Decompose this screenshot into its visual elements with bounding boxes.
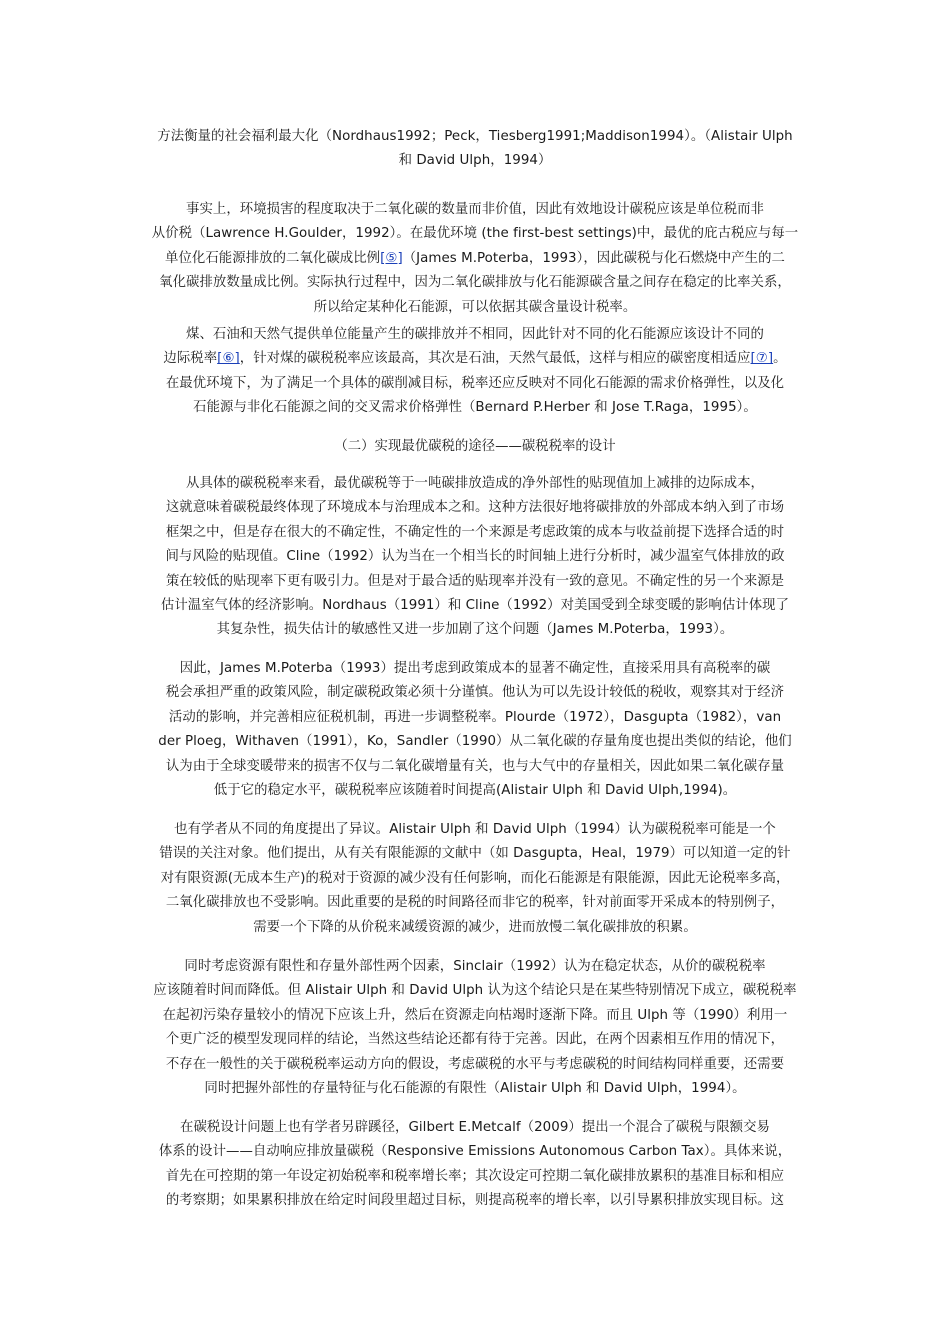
text-segment: 单位化石能源排放的二氧化碳成比例 xyxy=(165,250,381,266)
text-segment: 体系的设计——自动响应排放量碳税（Responsive Emissions Autonomous Carbon Tax）。具体来说， xyxy=(158,1144,792,1160)
text-segment: 方法衡量的社会福利最大化（Nordhaus1992；Peck，Tiesberg1991;Maddison1994）。（Alistair Ulph xyxy=(157,129,793,144)
text-segment: der Ploeg，Withaven（1991），Ko，Sandler（1990）从二氧化碳的存量角度也提出类似的结论，他们 xyxy=(158,734,792,750)
text-line xyxy=(140,496,810,520)
text-line xyxy=(140,198,810,222)
text-line xyxy=(140,955,810,979)
text-segment: 策在较低的贴现率下更有吸引力。但是对于最合适的贴现率并没有一致的意见。不确定性的另一个来源是 xyxy=(165,573,785,589)
text-line xyxy=(140,271,810,295)
text-line xyxy=(140,1028,810,1052)
text-line xyxy=(140,916,810,940)
text-segment: 在起初污染存量较小的情况下应该上升，然后在资源走向枯竭时逐渐下降。而且 Ulph 等（1990）利用一 xyxy=(162,1007,788,1023)
text-line xyxy=(140,842,810,866)
text-line xyxy=(140,779,810,803)
text-segment: 也有学者从不同的角度提出了异议。Alistair Ulph 和 David Ulph（1994）认为碳税税率可能是一个 xyxy=(174,822,776,837)
text-segment: 对有限资源(无成本生产)的税对于资源的减少没有任何影响，而化石能源是有限能源，因此无论税率多高， xyxy=(160,870,790,886)
text-segment: 和 David Ulph，1994） xyxy=(398,153,552,169)
text-line xyxy=(140,1189,810,1213)
paragraph-objections xyxy=(140,818,810,940)
text-line xyxy=(140,681,810,705)
paragraph-optimal-rate xyxy=(140,472,810,643)
text-line xyxy=(140,1116,810,1140)
paragraph-marginal-rates xyxy=(140,323,810,421)
text-segment: 从价税（Lawrence H.Goulder，1992）。在最优环境 (the first-best settings)中，最优的庇古税应与每一 xyxy=(151,226,799,242)
text-line xyxy=(140,657,810,681)
text-segment: 不存在一般性的关于碳税税率运动方向的假设，考虑碳税的水平与考虑碳税的时间结构同样重要，还需要 xyxy=(165,1056,785,1072)
text-line xyxy=(140,1004,810,1028)
text-segment: 同时把握外部性的存量特征与化石能源的有限性（Alistair Ulph 和 David Ulph，1994）。 xyxy=(204,1080,746,1096)
paragraph-resource-limits xyxy=(140,955,810,1101)
text-segment: 二氧化碳排放也不受影响。因此重要的是税的时间路径而非它的税率，针对前面零开采成本的特别例子， xyxy=(165,895,785,911)
text-segment: 在最优环境下，为了满足一个具体的碳削减目标，税率还应反映对不同化石能源的需求价格弹性，以及化 xyxy=(165,375,785,391)
text-line xyxy=(140,594,810,618)
text-segment: 应该随着时间而降低。但 Alistair Ulph 和 David Ulph 认为这个结论只是在某些特别情况下成立，碳税税率 xyxy=(153,983,797,999)
text-segment: ，针对煤的碳税税率应该最高，其次是石油，天然气最低，这样与相应的碳密度相适应 xyxy=(239,351,751,367)
text-segment: 其复杂性，损失估计的敏感性又进一步加剧了这个问题（James M.Poterba，1993）。 xyxy=(216,622,734,638)
text-line xyxy=(140,730,810,754)
text-line xyxy=(140,247,810,271)
text-segment: 个更广泛的模型发现同样的结论，当然这些结论还都有待于完善。因此，在两个因素相互作用的情况下， xyxy=(165,1032,785,1048)
text-line xyxy=(140,1053,810,1077)
text-segment: 同时考虑资源有限性和存量外部性两个因素，Sinclair（1992）认为在稳定状态，从价的碳税税率 xyxy=(184,959,766,974)
paragraph-metcalf-design xyxy=(140,1116,810,1214)
text-segment: 石能源与非化石能源之间的交叉需求价格弹性（Bernard P.Herber 和 Jose T.Raga，1995）。 xyxy=(193,400,757,416)
text-segment: 这就意味着碳税最终体现了环境成本与治理成本之和。这种方法很好地将碳排放的外部成本纳入到了市场 xyxy=(165,500,785,516)
text-segment: 事实上，环境损害的程度取决于二氧化碳的数量而非价值，因此有效地设计碳税应该是单位税而非 xyxy=(186,202,764,217)
text-segment: 活动的影响，并完善相应征税机制，再进一步调整税率。Plourde（1972），Dasgupta（1982），van xyxy=(168,709,782,725)
text-segment: 从具体的碳税税率来看，最优碳税等于一吨碳排放造成的净外部性的贴现值加上减排的边际成本， xyxy=(186,476,764,491)
paragraph-welfare-maximization xyxy=(140,125,810,174)
text-segment: 氧化碳排放数量成比例。实际执行过程中，因为二氧化碳排放与化石能源碳含量之间存在稳定的比率关系， xyxy=(159,275,791,291)
footnote-link[interactable]: [⑦] xyxy=(750,351,774,367)
text-line xyxy=(140,979,810,1003)
text-line xyxy=(140,1077,810,1101)
text-segment: 的考察期；如果累积排放在给定时间段里超过目标，则提高税率的增长率，以引导累积排放实现目标。这 xyxy=(165,1193,785,1209)
text-line xyxy=(140,396,810,420)
text-line xyxy=(140,125,810,149)
text-segment: 在碳税设计问题上也有学者另辟蹊径，Gilbert E.Metcalf（2009）提出一个混合了碳税与限额交易 xyxy=(180,1120,770,1135)
text-segment: 因此，James M.Poterba（1993）提出考虑到政策成本的显著不确定性，直接采用具有高税率的碳 xyxy=(179,661,771,676)
text-line xyxy=(140,296,810,320)
footnote-link[interactable]: [⑥] xyxy=(217,351,240,367)
text-line xyxy=(140,1165,810,1189)
text-line xyxy=(140,149,810,173)
paragraph-unit-tax xyxy=(140,198,810,320)
text-line xyxy=(140,545,810,569)
text-line xyxy=(140,472,810,496)
text-line xyxy=(140,222,810,246)
text-segment: 估计温室气体的经济影响。Nordhaus（1991）和 Cline（1992）对美国受到全球变暖的影响估计体现了 xyxy=(160,597,790,613)
text-segment: 间与风险的贴现值。Cline（1992）认为当在一个相当长的时间轴上进行分析时，减少温室气体排放的政 xyxy=(165,549,785,565)
text-segment: 税会承担严重的政策风险，制定碳税政策必须十分谨慎。他认为可以先设计较低的税收，观察其对于经济 xyxy=(165,685,785,701)
text-line xyxy=(140,818,810,842)
text-segment: 所以给定某种化石能源，可以依据其碳含量设计税率。 xyxy=(313,299,637,315)
text-line xyxy=(140,347,810,371)
text-line xyxy=(140,1140,810,1164)
text-line xyxy=(140,706,810,730)
text-segment: 边际税率 xyxy=(163,351,218,367)
text-segment: 。 xyxy=(773,351,787,367)
text-segment: 煤、石油和天然气提供单位能量产生的碳排放并不相同，因此针对不同的化石能源应该设计不同的 xyxy=(186,327,764,342)
paragraph-policy-uncertainty xyxy=(140,657,810,803)
section-heading: （二）实现最优碳税的途径——碳税税率的设计 xyxy=(334,439,616,454)
text-segment: 需要一个下降的从价税来减缓资源的减少，进而放慢二氧化碳排放的积累。 xyxy=(253,919,697,935)
text-line xyxy=(140,891,810,915)
text-line xyxy=(140,570,810,594)
text-line xyxy=(140,755,810,779)
text-segment: 首先在可控期的第一年设定初始税率和税率增长率；其次设定可控期二氧化碳排放累积的基准目标和相应 xyxy=(165,1168,785,1184)
text-segment: 认为由于全球变暖带来的损害不仅与二氧化碳增量有关，也与大气中的存量相关，因此如果二氧化碳存量 xyxy=(165,758,785,774)
text-segment: （James M.Poterba，1993），因此碳税与化石燃烧中产生的二 xyxy=(402,250,785,266)
text-segment: 错误的关注对象。他们提出，从有关有限能源的文献中（如 Dasgupta，Heal，1979）可以知道一定的针 xyxy=(159,846,791,862)
footnote-link[interactable]: [⑤] xyxy=(380,250,403,266)
text-segment: 框架之中，但是存在很大的不确定性，不确定性的一个来源是考虑政策的成本与收益前提下选择合适的时 xyxy=(165,524,785,540)
text-line xyxy=(140,618,810,642)
text-line xyxy=(140,323,810,347)
text-line xyxy=(140,521,810,545)
text-line xyxy=(140,867,810,891)
text-line xyxy=(140,372,810,396)
text-segment: 低于它的稳定水平，碳税税率应该随着时间提高(Alistair Ulph 和 David Ulph,1994)。 xyxy=(213,782,737,798)
